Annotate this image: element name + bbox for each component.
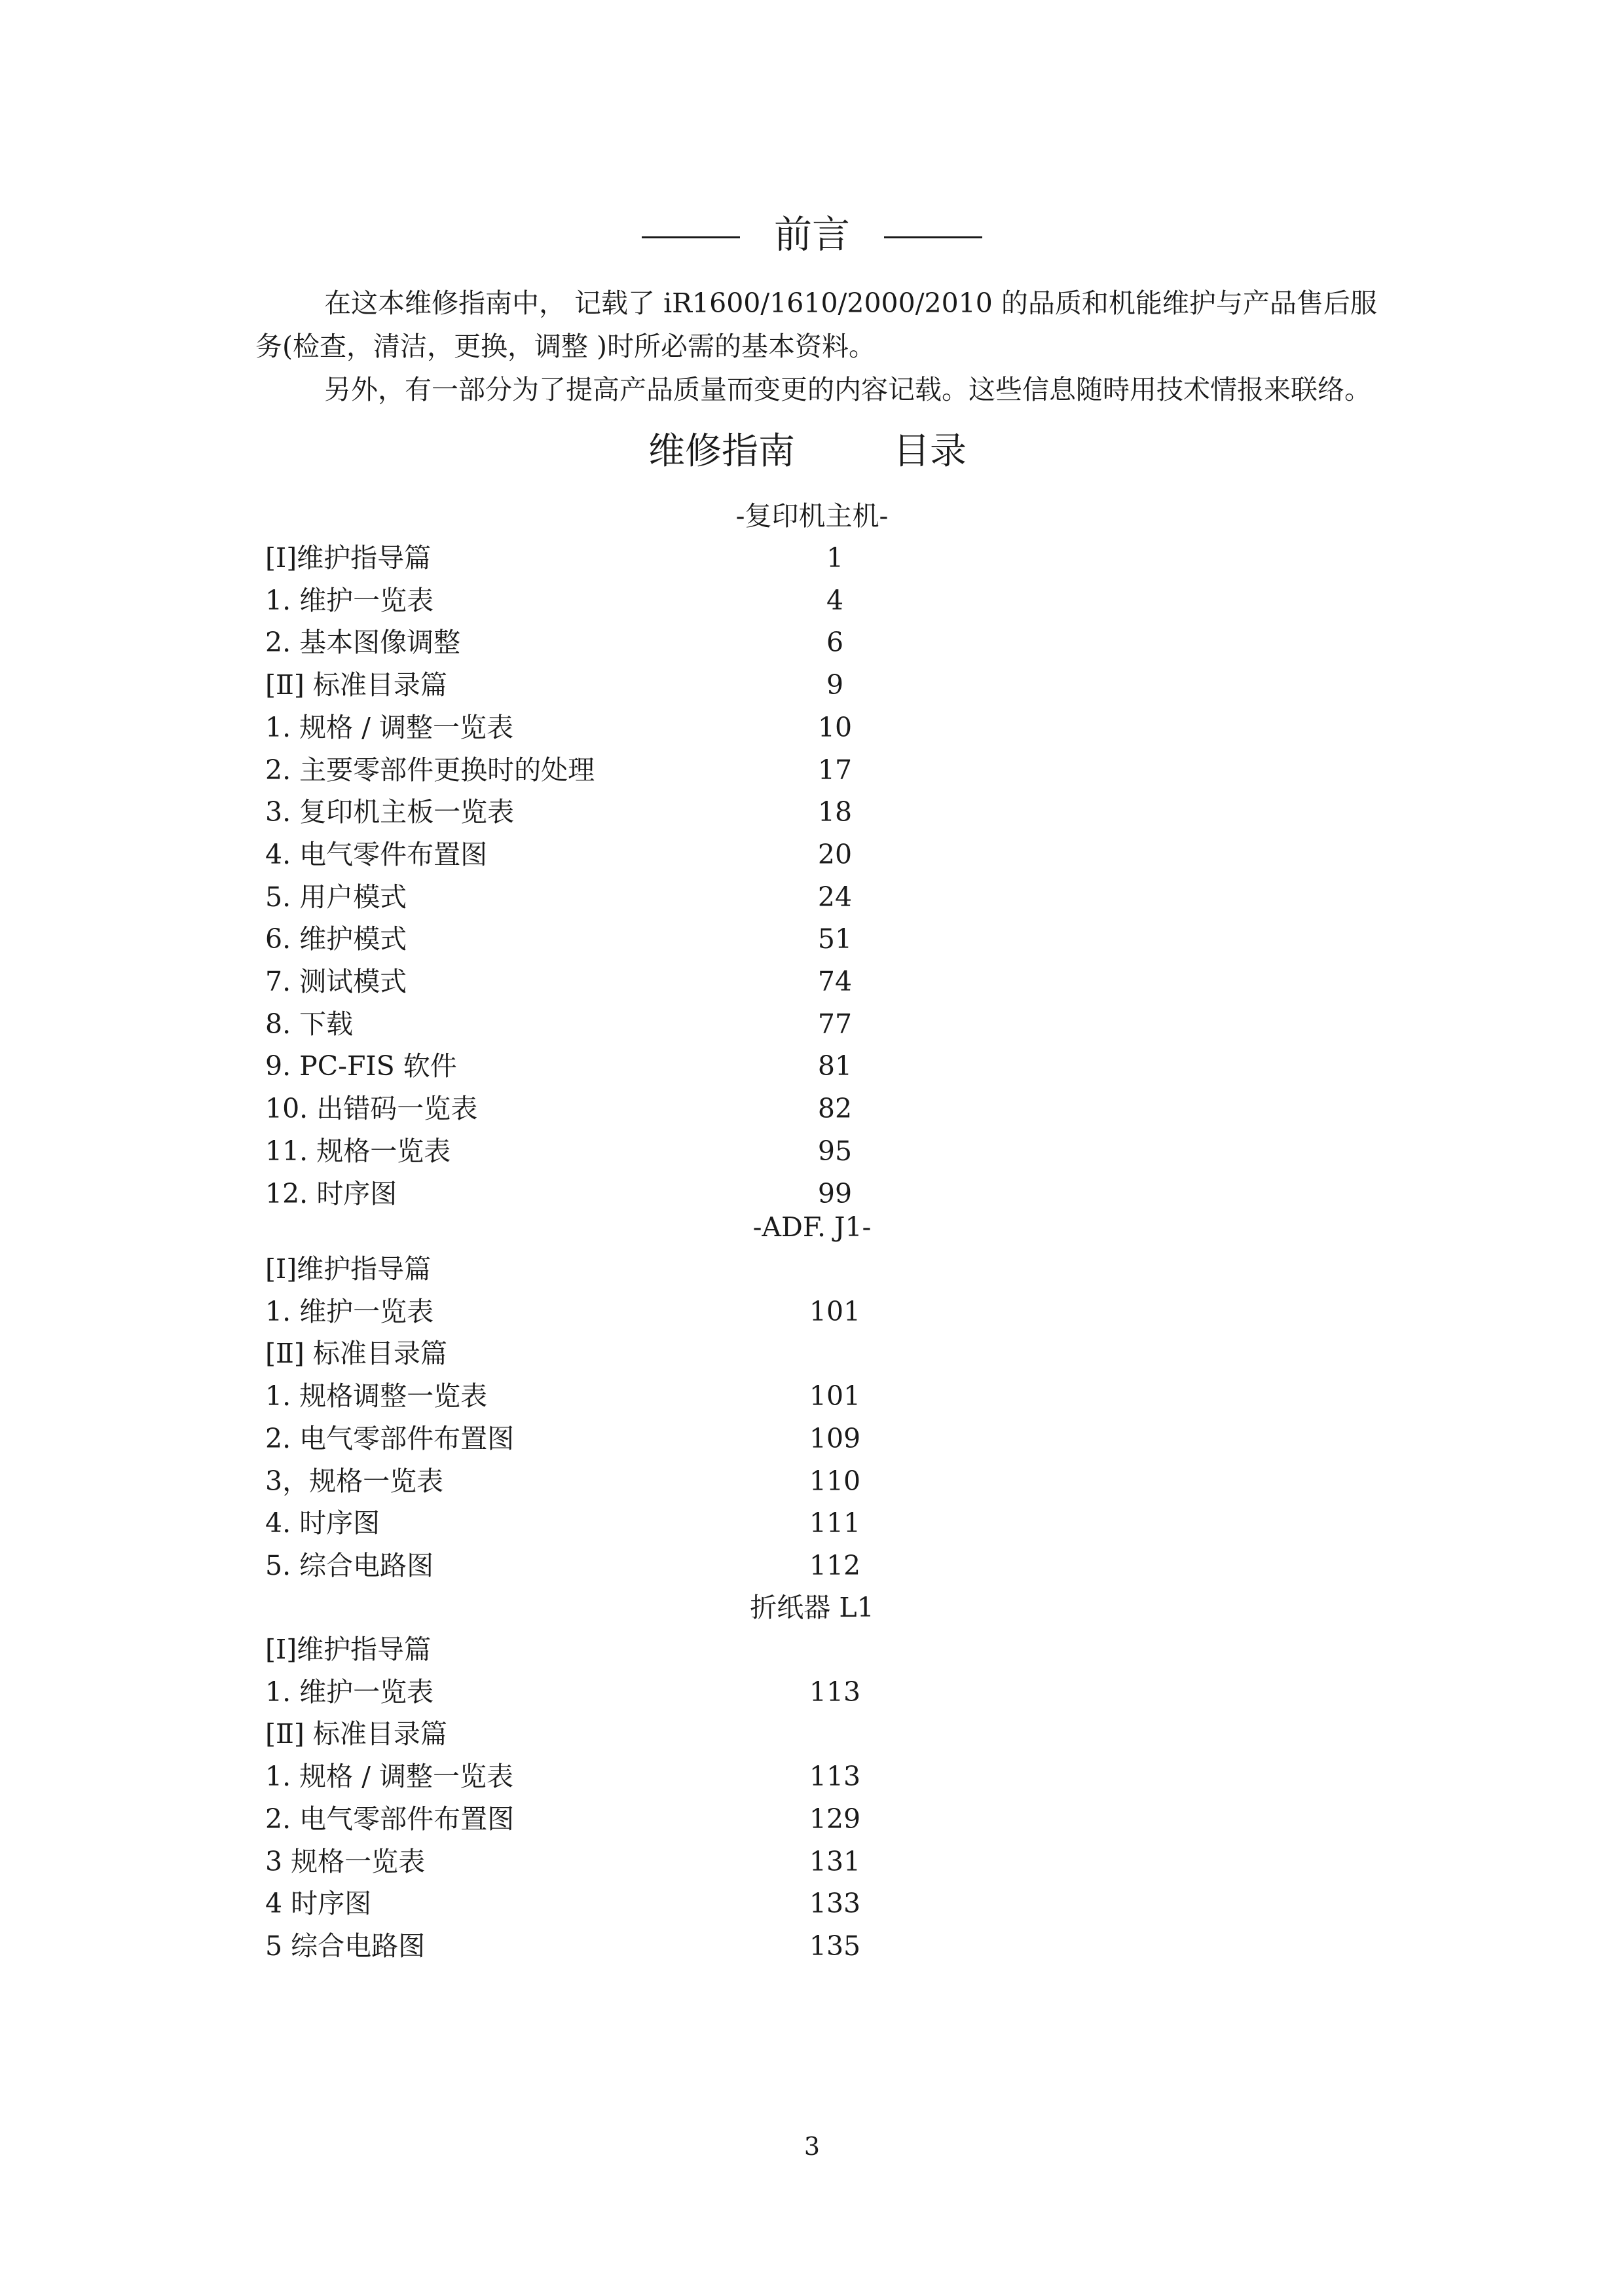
toc-row	[265, 1291, 920, 1332]
toc-entry-label: 1. 维护一览表	[265, 1295, 434, 1327]
toc-entry-label: 10. 出错码一览表	[265, 1093, 478, 1125]
toc-entry-page: 111	[809, 1507, 861, 1539]
toc-title-right: 目录	[893, 430, 967, 473]
toc-row	[265, 1375, 920, 1417]
title-dash-right	[884, 236, 982, 238]
toc-entry-page: 81	[817, 1050, 853, 1082]
toc-row	[265, 834, 920, 875]
toc-entry-label: [Ⅱ] 标准目录篇	[265, 669, 447, 701]
toc-row	[265, 749, 920, 791]
toc-row	[265, 579, 920, 621]
toc-entry-page: 133	[809, 1888, 861, 1920]
toc-entry-label: 5. 用户模式	[265, 881, 407, 913]
toc-row	[265, 1671, 920, 1713]
toc-row	[265, 1003, 920, 1045]
toc-entry-label: 6. 维护模式	[265, 923, 407, 955]
toc-entry-label: [Ⅰ]维护指导篇	[265, 1634, 432, 1665]
toc-entry-page: 95	[817, 1135, 853, 1167]
toc-row	[265, 1248, 920, 1290]
toc-entry-page: 10	[817, 711, 853, 743]
toc-entry-label: 2. 基本图像调整	[265, 627, 461, 659]
toc-entry-page: 129	[809, 1803, 861, 1835]
toc-entry-page: 9	[826, 669, 844, 701]
toc-row	[265, 1545, 920, 1587]
toc-row	[265, 1088, 920, 1129]
toc-entry-label: 1. 维护一览表	[265, 1676, 434, 1708]
toc-entry-label: 5. 综合电路图	[265, 1549, 434, 1581]
toc-row	[265, 1628, 920, 1670]
section-heading-adf: -ADF. J1-	[752, 1211, 872, 1243]
section-heading-copier: -复印机主机-	[735, 500, 889, 532]
toc-row	[265, 1502, 920, 1544]
toc-entry-page: 4	[826, 584, 844, 616]
toc-entry-page: 113	[809, 1761, 861, 1793]
toc-entry-page: 51	[817, 923, 853, 955]
toc-row	[265, 1841, 920, 1882]
toc-entry-label: [Ⅰ]维护指导篇	[265, 1253, 432, 1285]
toc-entry-label: 4. 电气零件布置图	[265, 838, 488, 870]
toc-entry-page: 113	[809, 1676, 861, 1708]
toc-title-left: 维修指南	[648, 430, 795, 473]
toc-row	[265, 1755, 920, 1797]
toc-entry-page: 101	[809, 1380, 861, 1412]
toc-entry-page: 6	[826, 627, 844, 659]
toc-entry-page: 110	[809, 1465, 861, 1497]
toc-entry-label: [Ⅱ] 标准目录篇	[265, 1338, 447, 1370]
toc-entry-label: 4 时序图	[265, 1888, 372, 1920]
toc-entry-label: 2. 电气零部件布置图	[265, 1803, 515, 1835]
toc-entry-label: 12. 时序图	[265, 1177, 397, 1209]
toc-entry-label: 1. 维护一览表	[265, 584, 434, 616]
toc-entry-label: 4. 时序图	[265, 1507, 380, 1539]
toc-entry-label: 9. PC-FIS 软件	[265, 1050, 457, 1082]
toc-row	[265, 1713, 920, 1755]
title-dash-left	[642, 236, 740, 238]
preface-paragraph-2: 另外，有一部分为了提高产品质量而变更的内容记载。这些信息随時用技术情报来联络。	[324, 374, 1371, 405]
toc-row	[265, 621, 920, 663]
preface-title-text: 前言	[773, 212, 850, 257]
toc-entry-label: 3 规格一览表	[265, 1845, 426, 1877]
paragraph-line: 在这本维修指南中， 记载了 iR1600/1610/2000/2010 的品质和机能维护与产品售后服	[324, 287, 1377, 319]
toc-entry-page: 74	[817, 966, 853, 997]
toc-entry-page: 82	[817, 1093, 853, 1125]
toc-entry-page: 135	[809, 1930, 861, 1962]
toc-entry-label: 3，规格一览表	[265, 1465, 444, 1497]
toc-row	[265, 1418, 920, 1460]
toc-row	[265, 791, 920, 833]
paragraph-line: 务(检查，清洁，更换，调整 )时所必需的基本资料。	[255, 331, 876, 362]
preface-heading	[0, 208, 1624, 261]
toc-row	[265, 1925, 920, 1967]
toc-entry-label: 3. 复印机主板一览表	[265, 796, 515, 828]
toc-entry-page: 20	[817, 838, 853, 870]
toc-row	[265, 1882, 920, 1924]
toc-row	[265, 537, 920, 579]
toc-entry-label: 2. 主要零部件更换时的处理	[265, 754, 595, 786]
toc-row	[265, 1332, 920, 1374]
toc-row	[265, 918, 920, 960]
toc-entry-page: 77	[817, 1008, 853, 1040]
toc-entry-label: 8. 下载	[265, 1008, 354, 1040]
toc-row	[265, 1798, 920, 1840]
page-number: 3	[803, 2132, 821, 2161]
toc-row	[265, 664, 920, 706]
toc-entry-label: 7. 测试模式	[265, 966, 407, 997]
toc-entry-label: 1. 规格调整一览表	[265, 1380, 488, 1412]
toc-entry-label: [Ⅱ] 标准目录篇	[265, 1718, 447, 1750]
section-heading-folder: 折纸器 L1	[750, 1592, 874, 1623]
toc-heading	[648, 426, 967, 478]
toc-row	[265, 961, 920, 1002]
toc-row	[265, 876, 920, 918]
toc-entry-label: 2. 电气零部件布置图	[265, 1422, 515, 1454]
toc-entry-page: 109	[809, 1422, 861, 1454]
toc-entry-page: 99	[817, 1177, 853, 1209]
toc-entry-page: 1	[826, 542, 844, 574]
toc-row	[265, 1130, 920, 1172]
toc-entry-page: 18	[817, 796, 853, 828]
toc-entry-page: 17	[817, 754, 853, 786]
preface-paragraph-1	[255, 282, 1414, 368]
toc-row	[265, 1045, 920, 1087]
toc-entry-page: 24	[817, 881, 853, 913]
toc-entry-page: 112	[809, 1549, 861, 1581]
toc-row	[265, 707, 920, 748]
toc-entry-label: [Ⅰ]维护指导篇	[265, 542, 432, 574]
toc-entry-label: 1. 规格 / 调整一览表	[265, 1761, 514, 1793]
toc-entry-label: 11. 规格一览表	[265, 1135, 451, 1167]
toc-entry-label: 1. 规格 / 调整一览表	[265, 711, 514, 743]
toc-row	[265, 1460, 920, 1502]
toc-entry-page: 101	[809, 1295, 861, 1327]
toc-entry-page: 131	[809, 1845, 861, 1877]
toc-entry-label: 5 综合电路图	[265, 1930, 426, 1962]
